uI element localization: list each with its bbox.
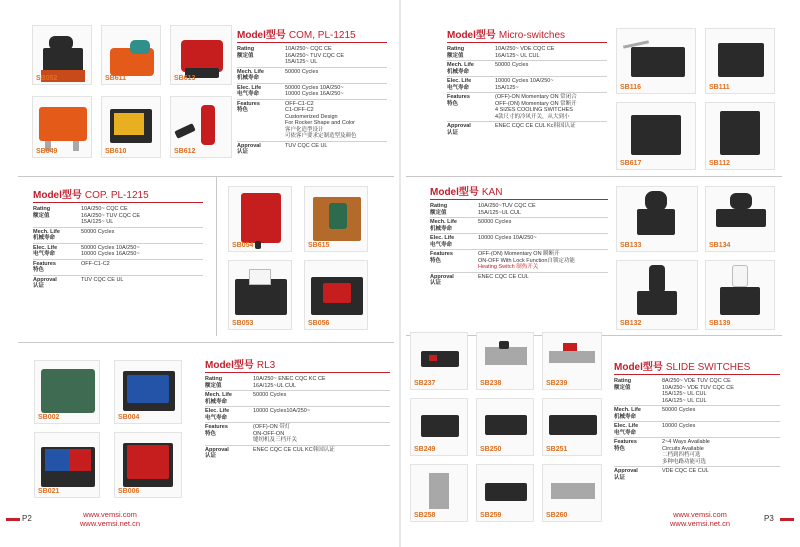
product-code: SB002 [38,414,60,421]
spec-row [614,377,780,406]
spec-row [614,467,780,482]
spec-label: Features 特色 [237,100,260,113]
product-code: SB611 [105,75,127,82]
spec-value: (OFF)-ON Momentary ON 常闭合 OFF-(ON) Momentary ON 常断开 4 SIZES COOLING SWITCHES 4款尺寸的冷风开关，从大到小 [495,94,577,120]
product-code: SB617 [620,160,642,167]
section-divider [18,342,394,343]
product-photo [476,398,534,456]
product-code: SB049 [36,148,58,155]
product-photo [476,332,534,390]
spec-label: Features 特色 [447,94,470,107]
spec-row [447,45,607,61]
product-code: SB133 [620,242,642,249]
spec-value [478,251,575,271]
product-code: SB615 [308,242,330,249]
footer-urls [640,510,760,528]
page-corner-mark [780,518,794,521]
spec-value: 2~4 Ways Available Circuits Available 二档到四档可选 多种电路功能可选 [662,439,710,465]
product-code: SB610 [105,148,127,155]
spec-row [33,228,203,244]
model-name: COP. PL-1215 [84,190,149,201]
product-code: SB258 [414,512,436,519]
product-photo [32,96,92,158]
spec-row [430,250,608,273]
footer-url[interactable]: www.vemsi.net.cn [669,519,731,528]
spec-label: Rating 额定值 [205,376,223,389]
model-label: Model型号 [205,360,254,371]
section-divider [216,176,217,336]
model-label: Model型号 [237,30,286,41]
product-photo [228,260,292,330]
spec-row [447,77,607,93]
footer-url[interactable]: www.vemsi.net.cn [79,519,141,528]
spec-row [237,84,387,100]
spec-title [430,183,608,198]
spec-row [614,406,780,422]
product-code: SB249 [414,446,436,453]
product-photo [705,260,775,330]
spec-value: (OFF)-ON 带灯 ON-OFF-ON 缝纫机及三档开关 [253,424,298,443]
spec-value: 8A/250~ VDE TUV CQC CE 10A/250~ VDE TUV CQC CE 15A/125~ UL CUL 16A/125~ UL CUL [662,378,734,404]
spec-label: Approval 认证 [430,273,454,286]
product-photo [410,398,468,456]
spec-row [430,202,608,218]
product-photo [542,398,602,456]
spec-row [33,205,203,228]
spec-slide [614,358,780,482]
title-rule [447,42,607,43]
spec-value: 10A/250~ CQC CE 16A/250~ TUV CQC CE 15A/125~ UL [81,206,141,225]
spec-value: 50000 Cycles [253,392,287,398]
spec-row [447,122,607,137]
spec-value: 50000 Cycles [662,407,696,413]
model-label: Model型号 [614,362,663,373]
spec-row [447,93,607,122]
spec-label: Approval 认证 [447,123,471,136]
product-photo [410,464,468,522]
product-photo [101,25,161,85]
spec-row [237,68,387,84]
spec-label: Mech. Life 机械寿命 [614,407,641,420]
spec-label: Elec. Life 电气寿命 [205,408,230,421]
product-photo [34,432,100,498]
spec-label: Mech. Life 机械寿命 [430,219,457,232]
spec-row [430,273,608,288]
spec-value: 50000 Cycles [478,219,512,225]
spec-value: OFF-C1-C2 C1-OFF-C2 Customerized Design For Rocker Shape and Color 客户化造型设计 可依客户要求定制造型及颜色 [285,100,357,139]
product-photo [114,432,182,498]
spec-value: TUV CQC CE UL [285,142,328,149]
product-photo [34,360,100,424]
spec-title [205,356,390,371]
title-rule [205,372,390,373]
spec-value: 10000 Cycles [662,423,696,429]
model-label: Model型号 [447,30,496,41]
spec-cop [33,186,203,291]
product-code: SB053 [232,320,254,327]
spec-value: ENEC CQC CE CUL KC韩国认证 [253,446,335,453]
product-code: SB116 [620,84,642,91]
title-rule [33,202,203,203]
product-code: SB613 [174,75,196,82]
product-code: SB132 [620,320,642,327]
spec-label: Features 特色 [614,439,637,452]
product-code: SB612 [174,148,196,155]
product-photo [228,186,292,252]
footer-url[interactable]: www.vemsi.com [83,510,137,519]
product-photo [705,102,775,170]
spec-label: Rating 额定值 [430,203,448,216]
product-photo [616,260,698,330]
spec-row [33,276,203,291]
spec-row [430,234,608,250]
spec-label: Features 特色 [430,251,453,264]
product-photo [304,260,368,330]
product-photo [410,332,468,390]
highlight-note: Heating Switch 制热开关 [478,264,539,270]
product-photo [170,25,232,85]
model-name: SLIDE SWITCHES [665,362,751,373]
spec-title [447,26,607,41]
product-photo [542,464,602,522]
product-photo [32,25,92,85]
spec-label: Approval 认证 [33,276,57,289]
product-code: SB052 [36,75,58,82]
spec-micro [447,26,607,137]
spec-label: Elec. Life 电气寿命 [237,84,262,97]
spec-row [430,218,608,234]
spec-value: 50000 Cycles [285,68,319,75]
spec-value: 10000 Cycles10A/250~ [253,408,311,414]
spec-label: Mech. Life 机械寿命 [205,392,232,405]
product-code: SB250 [480,446,502,453]
spec-value: 10000 Cycles 10A/250~ 15A/125~ [495,78,554,91]
page-spine [399,0,401,547]
product-code: SB004 [118,414,140,421]
product-photo [705,186,775,252]
spec-row [237,100,387,142]
product-photo [542,332,602,390]
spec-label: Approval 认证 [205,446,229,459]
model-label: Model型号 [33,190,82,201]
spec-row [447,61,607,77]
section-divider [406,176,782,177]
spec-com [237,26,387,157]
spec-row [205,391,390,407]
spec-row [205,375,390,391]
spec-row [237,142,387,157]
product-photo [304,186,368,252]
product-code: SB112 [709,160,731,167]
section-divider [18,176,394,177]
spec-rl3 [205,356,390,461]
spec-value: 50000 Cycles 10A/250~ 10000 Cycles 16A/250~ [285,84,344,97]
product-photo [101,96,161,158]
page-corner-mark [6,518,20,521]
product-photo [114,360,182,424]
model-name: KAN [481,187,503,198]
spec-label: Elec. Life 电气寿命 [33,244,58,257]
product-code: SB260 [546,512,568,519]
spec-label: Rating 额定值 [237,46,255,59]
product-code: SB056 [308,320,330,327]
spec-title [33,186,203,201]
product-photo [476,464,534,522]
product-code: SB134 [709,242,731,249]
spec-value: 10000 Cycles 10A/250~ [478,235,537,241]
spec-row [33,260,203,276]
page-number: P3 [764,514,774,523]
spec-label: Mech. Life 机械寿命 [33,228,60,241]
spec-label: Features 特色 [205,424,228,437]
spec-value: 10A/250~TUV CQC CE 15A/125~UL CUL [478,203,536,216]
product-photo [705,28,775,94]
model-name: RL3 [256,360,276,371]
product-code: SB259 [480,512,502,519]
product-code: SB238 [480,380,502,387]
spec-label: Mech. Life 机械寿命 [237,68,264,81]
model-label: Model型号 [430,187,479,198]
spec-label: Rating 额定值 [614,378,632,391]
product-photo [170,96,232,158]
spec-label: Rating 额定值 [33,206,51,219]
model-name: COM, PL-1215 [288,30,356,41]
spec-value: ENEC CQC CE CUL Kc韩国认证 [495,123,576,129]
title-rule [237,42,387,43]
spec-title [237,26,387,41]
spec-value: VDE CQC CE CUL [662,468,709,474]
spec-label: Approval 认证 [237,142,261,155]
spec-value: 10A/250~ VDE CQC CE 16A/125~ UL CUL [495,46,555,59]
spec-label: Mech. Life 机械寿命 [447,62,474,75]
spec-row [205,446,390,461]
product-photo [616,102,696,170]
spec-value: 50000 Cycles [495,62,529,68]
spec-label: Elec. Life 电气寿命 [430,235,455,248]
spec-label: Elec. Life 电气寿命 [614,423,639,436]
model-name: Micro-switches [498,30,566,41]
product-code: SB111 [709,84,730,91]
spec-title [614,358,780,373]
spec-value: TUV CQC CE UL [81,276,124,283]
spec-value: ENEC CQC CE CUL [478,273,529,280]
footer-urls [40,510,180,528]
title-rule [614,374,780,375]
product-code: SB054 [232,242,254,249]
spec-row [33,244,203,260]
spec-value: 50000 Cycles [81,228,115,235]
product-code: SB139 [709,320,731,327]
spec-value: OFF-C1-C2 [81,260,110,267]
spec-label: Rating 额定值 [447,46,465,59]
product-code: SB021 [38,488,60,495]
spec-row [614,422,780,438]
spec-row [205,407,390,423]
spec-value: 50000 Cycles 10A/250~ 10000 Cycles 16A/250~ [81,244,140,257]
spec-row [205,423,390,446]
product-photo [616,186,698,252]
spec-label: Approval 认证 [614,468,638,481]
spec-row [614,438,780,467]
spec-label: Features 特色 [33,260,56,273]
product-code: SB237 [414,380,436,387]
spec-value-text: OFF-(ON) Momentary ON 瞬断开 ON-OFF With Lock Function自锁定功能 [478,251,575,264]
product-code: SB006 [118,488,140,495]
spec-value: 10A/250~ ENEC CQC KC CE 16A/125~UL CUL [253,376,326,389]
title-rule [430,199,608,200]
spec-label: Elec. Life 电气寿命 [447,78,472,91]
footer-url[interactable]: www.vemsi.com [673,510,727,519]
spec-row [237,45,387,68]
product-code: SB251 [546,446,568,453]
product-code: SB239 [546,380,568,387]
spec-value: 10A/250~ CQC CE 16A/250~ TUV CQC CE 15A/125~ UL [285,46,345,65]
spec-kan [430,183,608,288]
page-number: P2 [22,514,32,523]
product-photo [616,28,696,94]
